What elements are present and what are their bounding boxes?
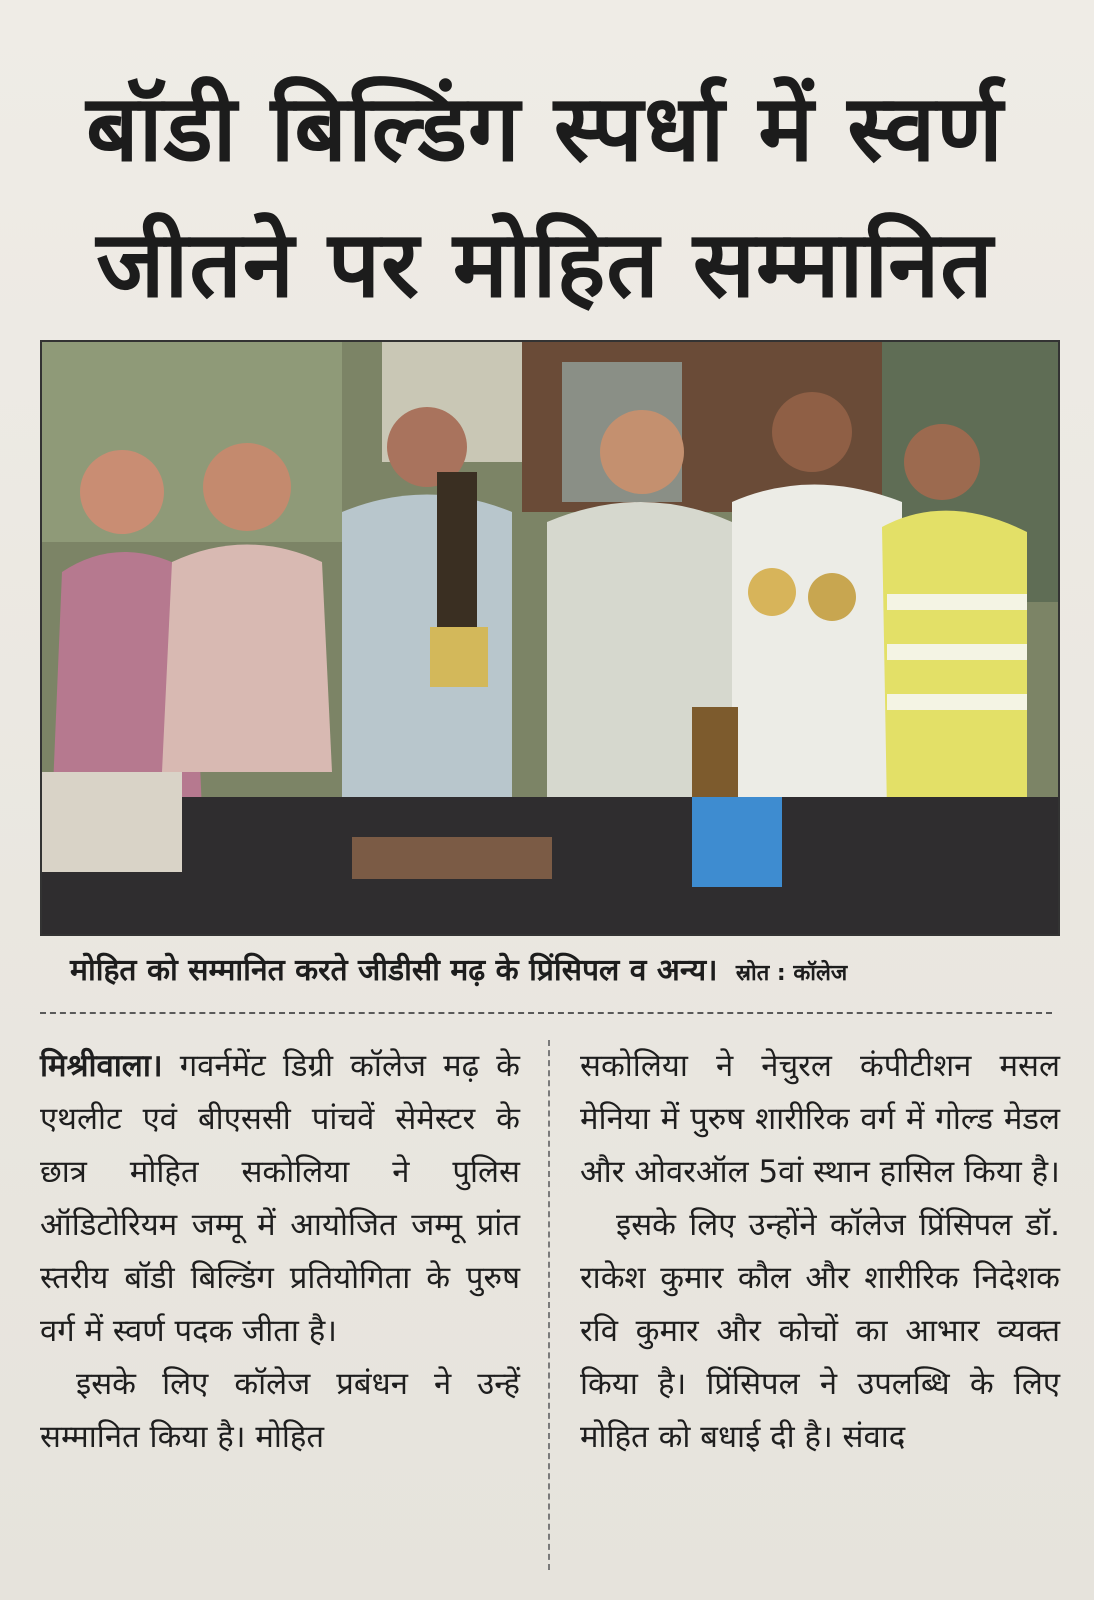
article-text-1: गवर्नमेंट डिग्री कॉलेज मढ़ के एथलीट एवं बीएससी पांचवें सेमेस्टर के छात्र मोहित सकोलिया ने पुलिस ऑडिटोरियम जम्मू में आयोजित जम्मू प्रांत स्तरीय बॉडी बिल्डिंग प्रतियोगिता के पुरुष वर्ग में स्वर्ण पदक जीता है। xyxy=(40,1048,520,1349)
photo-caption xyxy=(70,948,1030,989)
caption-text: मोहित को सम्मानित करते जीडीसी मढ़ के प्रिंसिपल व अन्य। xyxy=(70,953,718,988)
group-photo-icon xyxy=(42,342,1058,934)
article-paragraph-2: इसके लिए कॉलेज प्रबंधन ने उन्हें सम्मानित किया है। मोहित xyxy=(40,1366,520,1455)
photo-credit: स्रोत : कॉलेज xyxy=(735,961,848,986)
divider-rule xyxy=(40,1012,1052,1014)
article-paragraph-4: इसके लिए उन्होंने कॉलेज प्रिंसिपल डॉ. राकेश कुमार कौल और शारीरिक निदेशक रवि कुमार और कोचों का आभार व्यक्त किया है। प्रिंसिपल ने उपलब्धि के लिए मोहित को बधाई दी है। संवाद xyxy=(580,1207,1060,1455)
column-divider xyxy=(548,1040,550,1570)
headline xyxy=(30,61,1060,333)
dateline: मिश्रीवाला। xyxy=(40,1048,163,1084)
headline-line-2: जीतने पर मोहित सम्मानित xyxy=(96,211,994,319)
news-photo xyxy=(40,340,1060,936)
article-paragraph-1 xyxy=(40,1040,520,1358)
article-column-left xyxy=(40,1040,520,1464)
headline-line-1: बॉडी बिल्डिंग स्पर्धा में स्वर्ण xyxy=(86,75,1004,183)
article-paragraph-3: सकोलिया ने नेचुरल कंपीटीशन मसल मेनिया में पुरुष शारीरिक वर्ग में गोल्ड मेडल और ओवरऑल 5वां स्थान हासिल किया है। xyxy=(580,1048,1060,1190)
article-column-right xyxy=(580,1040,1060,1464)
